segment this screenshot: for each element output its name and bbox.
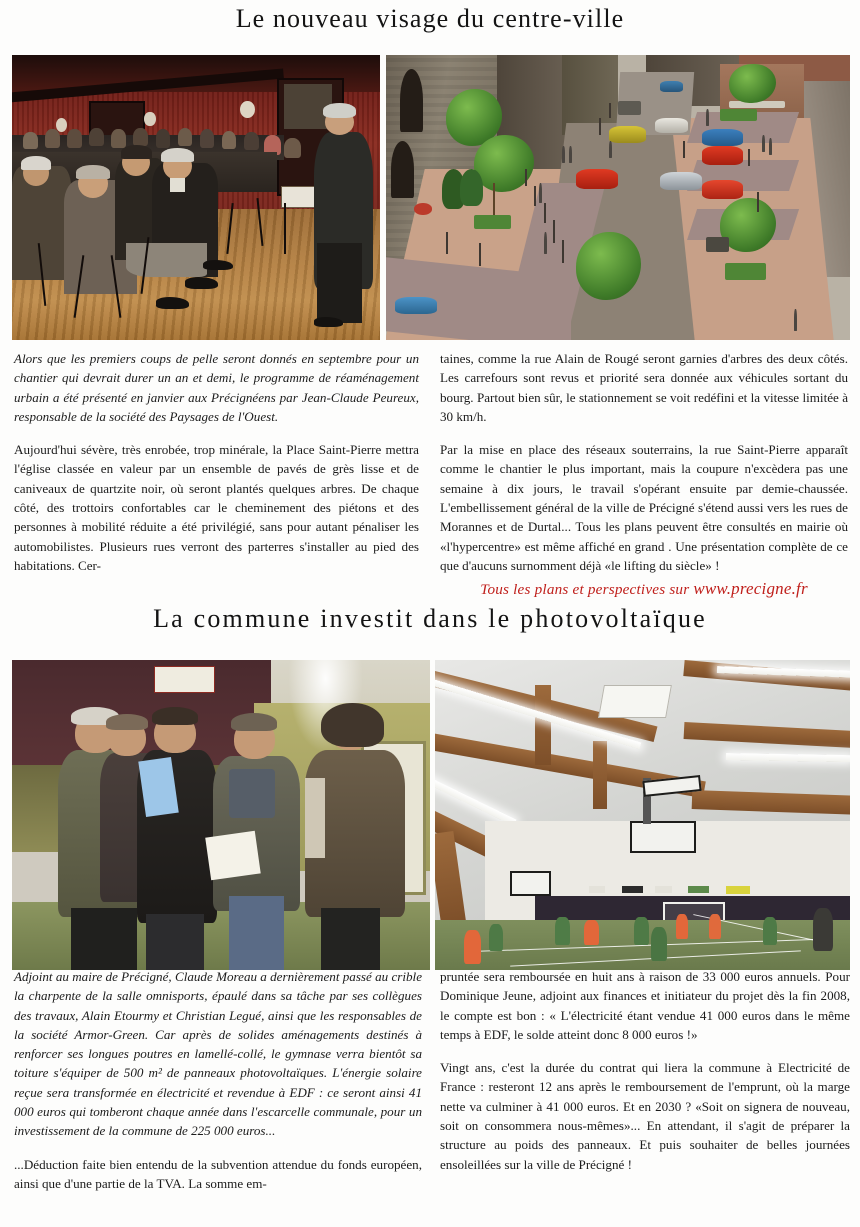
- render-pedestrian: [539, 183, 542, 203]
- seated-man-left-hair: [21, 156, 50, 170]
- paragraph: Aujourd'hui sévère, très enrobée, trop minérale, la Place Saint-Pierre mettra l'église classée en valeur par un ensemble de pavés de grès lisse et de caniveaux de quartzite noir, où seront plantés quelques arbres. De chaque côté, des trottoirs confortables car le cheminement des piétons et des personnes à mobilité réduite a été privilégié, sans pour autant pénaliser les automobilistes. Plusieurs rues verront des parterres s'installer au pied des habitations. Cer-: [14, 442, 419, 573]
- player-green: [763, 917, 778, 945]
- page-title-photovoltaique: La commune investit dans le photovoltaïque: [153, 604, 707, 633]
- render-bollard: [553, 220, 555, 243]
- official-2-hair: [106, 714, 148, 730]
- hall-wall-lamp-c: [240, 101, 255, 118]
- cta-lead-text: Tous les plans et perspectives sur: [480, 581, 694, 599]
- basketball-backboard: [630, 821, 696, 853]
- spectator-adult: [813, 908, 834, 951]
- table-leg: [284, 203, 286, 254]
- shoe: [203, 260, 232, 270]
- player-green: [651, 927, 668, 961]
- render-planter: [720, 109, 757, 120]
- white-papers: [206, 830, 262, 880]
- render-car-yellow: [609, 126, 646, 143]
- page-title-centre-ville: Le nouveau visage du centre-ville: [235, 4, 625, 33]
- render-bollard: [599, 118, 601, 135]
- render-car-blue-far: [660, 81, 683, 92]
- shoe: [185, 277, 218, 288]
- wall-notice-sign: [154, 666, 215, 693]
- audience-head: [89, 128, 104, 147]
- roof-hatch: [598, 685, 672, 718]
- render-pedestrian: [569, 146, 572, 163]
- render-tree-pit: [725, 263, 767, 280]
- article-one-right-column: [440, 349, 848, 601]
- audience-head: [244, 132, 259, 151]
- photo-officials-visit-content: [12, 660, 430, 970]
- official-1-legs: [71, 908, 138, 970]
- official-5-hair: [321, 703, 384, 746]
- render-bollard: [479, 243, 481, 266]
- render-bollard: [446, 232, 448, 255]
- wall-placard-yellow: [726, 886, 751, 894]
- paragraph: Par la mise en place des réseaux souterrains, la rue Saint-Pierre apparaît comme le chantier le plus important, mais la coupure n'excèdera pas une semaine à dix jours, le travail s'opérant ensuite par demie-chaussée. L'embellissement général de la ville de Précigné s'étend aussi vers les rues de Morannes et de Durtal... Tous les plans peuvent être consultés en mairie où «l'hypercentre» est même affiché en grand . Une présentation complète de ce que d'aucuns surnomment déjà «le lifting du siècle» !: [440, 442, 848, 573]
- audience-head: [178, 128, 193, 147]
- speaker-trousers: [317, 243, 361, 323]
- seated-man-dark-hair: [121, 145, 152, 159]
- render-car-red-2: [702, 146, 744, 165]
- render-church-window: [391, 141, 414, 198]
- audience-head: [133, 128, 148, 147]
- paragraph: taines, comme la rue Alain de Rougé seront garnies d'arbres des deux côtés. Les carrefours sont revus et priorité sera donnée aux véhicules sortant du bourg. Partout bien sûr, le stationnement se voit redéfini et la vitesse limitée à 30 km/h.: [440, 351, 848, 424]
- render-bollard: [757, 192, 759, 212]
- player-orange: [464, 930, 481, 964]
- render-kiosk: [618, 101, 641, 115]
- official-4-hair: [231, 713, 277, 732]
- render-car-white: [655, 118, 687, 134]
- glulam-strut: [593, 741, 608, 809]
- article-two-right-column: [440, 967, 850, 1188]
- render-bollard: [562, 240, 564, 263]
- wall-placard-green: [688, 886, 709, 893]
- official-5-scarf: [305, 778, 326, 859]
- player-green: [489, 924, 504, 952]
- article-one-left-column: [14, 349, 419, 589]
- render-pedestrian: [609, 141, 612, 158]
- shoe: [156, 297, 189, 308]
- speaker-shoe: [314, 317, 343, 327]
- speaker-hair: [323, 103, 356, 117]
- audience-head: [156, 129, 171, 148]
- player-orange: [584, 920, 599, 945]
- audience-head: [45, 129, 60, 148]
- paragraph: pruntée sera remboursée en huit ans à raison de 33 000 euros annuels. Pour Dominique Jeune, adjoint aux finances et initiateur du projet dès la fin 2008, le compte est bon : « L'électricité étant vendue 41 000 euros dans le même temps à EDF, le solde atteint donc 8 000 euros !»: [440, 969, 850, 1042]
- render-bollard: [748, 149, 750, 166]
- official-3-legs: [146, 914, 205, 970]
- render-pedestrian: [562, 146, 565, 163]
- render-flowerbed: [414, 203, 433, 214]
- wall-placard-dark: [622, 886, 643, 893]
- audience-head: [200, 129, 215, 148]
- audience-head: [67, 129, 82, 148]
- hall-wall-lamp-b: [144, 112, 155, 126]
- seated-man-suit-shirt: [170, 178, 185, 192]
- official-4-jeans: [229, 896, 283, 970]
- wall-placard-light: [655, 886, 672, 893]
- photo-street-rendering-content: [386, 55, 850, 340]
- official-4-jumper: [229, 769, 275, 819]
- render-bollard: [683, 141, 685, 158]
- photo-public-meeting-content: [12, 55, 380, 340]
- official-3-hair: [152, 707, 198, 726]
- basketball-backboard-side: [510, 871, 551, 897]
- render-car-blue: [702, 129, 744, 146]
- blue-folder: [138, 757, 179, 817]
- audience-head: [284, 138, 301, 158]
- player-green: [555, 917, 570, 945]
- photo-gymnasium-interior: [435, 660, 850, 970]
- paragraph: Adjoint au maire de Précigné, Claude Moreau a dernièrement passé au crible la charpente de la salle omnisports, épaulé dans sa tâche par ses collègues des travaux, Alain Etourmy et Christian Legué, ainsi que les responsables de la société Armor-Green. Car après de solides aménagements destinés à renforcer ses longues poutres en lamellé-collé, le gymnase verra bientôt sa toiture s'équiper de 500 m² de panneaux photovoltaïques. L'énergie solaire reçue sera transformée en électricité et revendue à EDF : ce seront ainsi 41 000 euros qui tomberont chaque année dans l'escarcelle communale, pour un investissement de la commune de 225 000 euros...: [14, 969, 423, 1139]
- player-green: [634, 917, 649, 945]
- paragraph: Alors que les premiers coups de pelle seront donnés en septembre pour un chantier qui devrait durer un an et demi, le programme de réaménagement urbain a été présenté en janvier aux Précignéens par Jean-Claude Peureux, responsable de la société des Paysages de l'Ouest.: [14, 351, 419, 424]
- player-orange: [676, 914, 688, 939]
- player-orange: [709, 914, 721, 939]
- seated-man-suit-hair: [161, 148, 194, 162]
- photo-officials-visit: [12, 660, 430, 970]
- website-call-to-action[interactable]: [440, 578, 848, 601]
- photo-street-rendering: [386, 55, 850, 340]
- render-car-silver: [660, 172, 702, 191]
- photo-gymnasium-content: [435, 660, 850, 970]
- audience-head: [23, 132, 38, 149]
- render-church-window: [400, 69, 423, 132]
- render-pedestrian: [544, 232, 547, 255]
- glulam-strut: [535, 685, 552, 766]
- render-pedestrian: [706, 109, 709, 126]
- render-bollard: [609, 103, 611, 117]
- article-two-left-column: [14, 967, 422, 1207]
- audience-head: [111, 129, 126, 148]
- render-car-red: [576, 169, 618, 189]
- paragraph: Vingt ans, c'est la durée du contrat qui liera la commune à Electricité de France : resteront 12 ans après le remboursement de l'emprunt, où la marge nette va culminer à 41 000 euros. Et en 2030 ? «Soit on signera de nouveau, soit on consommera nous-mêmes»... En attendant, il s'agit de préparer la structure au poids des panneaux. Et puis souhaiter de belles journées ensoleillées sur la ville de Précigné !: [440, 1060, 850, 1172]
- trousers-grey: [126, 243, 207, 277]
- render-car-red-3: [702, 180, 744, 199]
- render-pedestrian: [769, 138, 772, 155]
- audience-head: [222, 131, 237, 150]
- render-car-blue-fg: [395, 297, 437, 314]
- official-5-legs: [321, 908, 380, 970]
- precigne-website-url[interactable]: www.precigne.fr: [693, 579, 808, 599]
- render-pedestrian: [762, 135, 765, 152]
- render-tree-pit: [474, 215, 511, 229]
- photo-public-meeting: [12, 55, 380, 340]
- render-conifer: [460, 169, 483, 206]
- render-info-panel: [706, 237, 729, 251]
- render-bollard: [525, 169, 527, 186]
- render-bollard: [544, 203, 546, 223]
- wall-placard-light: [589, 886, 606, 893]
- seated-man-grey-hair: [76, 165, 109, 179]
- render-bollard: [534, 186, 536, 206]
- paragraph: ...Déduction faite bien entendu de la subvention attendue du fonds européen, ainsi que d'une partie de la TVA. La somme em-: [14, 1156, 422, 1191]
